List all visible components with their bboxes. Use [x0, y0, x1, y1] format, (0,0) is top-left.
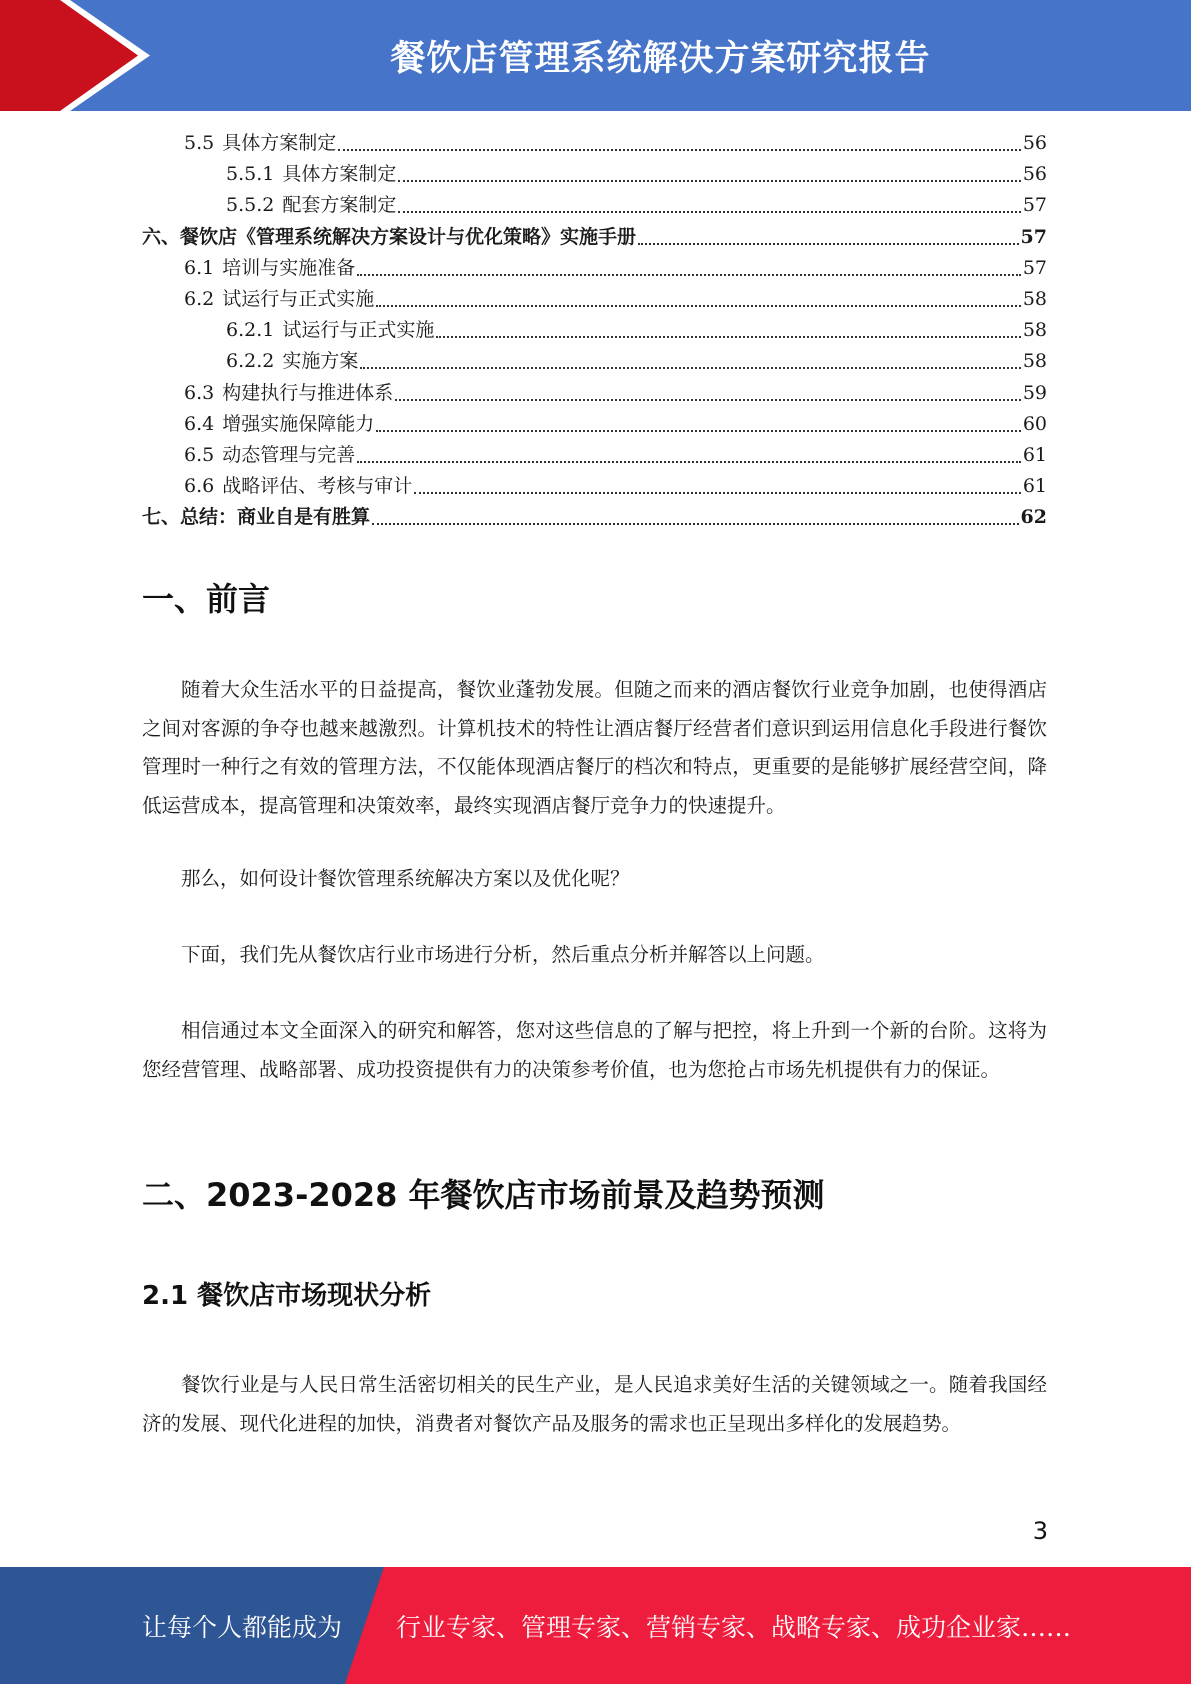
toc-dot-leader [414, 491, 1021, 494]
toc-entry-page: 61 [1022, 443, 1047, 466]
page-number: 3 [1032, 1517, 1048, 1545]
toc-entry-page: 58 [1022, 319, 1047, 342]
toc-entry[interactable] [142, 409, 1047, 440]
footer-slogan-left: 让每个人都能成为 [142, 1612, 343, 1642]
toc-entry-page: 60 [1022, 412, 1047, 435]
toc-entry-page: 61 [1022, 475, 1047, 498]
toc-dot-leader [395, 398, 1021, 401]
table-of-contents [142, 128, 1047, 533]
toc-entry[interactable] [142, 253, 1047, 284]
toc-entry[interactable] [142, 502, 1047, 533]
toc-entry-page: 58 [1022, 350, 1047, 373]
toc-entry-title: 七、总结：商业自是有胜算 [142, 506, 371, 529]
toc-entry-title: 实施方案 [282, 350, 359, 373]
toc-entry-title: 战略评估、考核与审计 [222, 475, 413, 498]
toc-entry-number: 6.3 [184, 381, 215, 404]
toc-entry[interactable] [142, 128, 1047, 159]
toc-dot-leader [360, 366, 1020, 369]
toc-entry[interactable] [142, 159, 1047, 190]
toc-entry[interactable] [142, 471, 1047, 502]
toc-dot-leader [398, 179, 1020, 182]
toc-entry-page: 56 [1022, 163, 1047, 186]
toc-entry[interactable] [142, 440, 1047, 471]
toc-entry[interactable] [142, 378, 1047, 409]
toc-entry-number: 6.2.2 [226, 350, 275, 373]
toc-entry-page: 57 [1022, 256, 1047, 279]
report-title: 餐饮店管理系统解决方案研究报告 [390, 38, 931, 79]
toc-entry-page: 56 [1022, 132, 1047, 154]
toc-entry-number: 5.5 [184, 132, 215, 154]
toc-entry-number: 6.2 [184, 287, 215, 310]
toc-entry-title: 配套方案制定 [282, 194, 397, 217]
toc-dot-leader [398, 210, 1020, 213]
header-arrow-decoration [0, 0, 160, 111]
toc-entry-title: 具体方案制定 [222, 132, 337, 154]
paragraph: 相信通过本文全面深入的研究和解答，您对这些信息的了解与把控，将上升到一个新的台阶。这将为您经营管理、战略部署、成功投资提供有力的决策参考价值，也为您抢占市场先机提供有力的保证。 [142, 1019, 1047, 1081]
toc-entry-title: 试运行与正式实施 [282, 319, 435, 342]
toc-dot-leader [357, 273, 1021, 276]
toc-entry-page: 57 [1020, 225, 1047, 248]
toc-dot-leader [638, 242, 1019, 245]
toc-entry[interactable] [142, 222, 1047, 253]
toc-entry-number: 5.5.2 [226, 194, 275, 217]
toc-entry[interactable] [142, 284, 1047, 315]
toc-entry-title: 六、餐饮店《管理系统解决方案设计与优化策略》实施手册 [142, 225, 637, 248]
toc-entry-number: 6.6 [184, 475, 215, 498]
paragraph: 餐饮行业是与人民日常生活密切相关的民生产业，是人民追求美好生活的关键领域之一。随着我国经济的发展、现代化进程的加快，消费者对餐饮产品及服务的需求也正呈现出多样化的发展趋势。 [142, 1373, 1047, 1435]
footer-slogan-right: 行业专家、管理专家、营销专家、战略专家、成功企业家…… [396, 1612, 1072, 1642]
header-banner [0, 0, 1191, 111]
subsection-heading-market-status: 2.1 餐饮店市场现状分析 [142, 1281, 432, 1311]
section-heading-market-forecast: 二、2023-2028 年餐饮店市场前景及趋势预测 [142, 1176, 825, 1214]
toc-entry-title: 增强实施保障能力 [222, 412, 375, 435]
toc-entry-number: 6.4 [184, 412, 215, 435]
toc-entry[interactable] [142, 315, 1047, 346]
toc-entry-title: 培训与实施准备 [222, 256, 356, 279]
toc-entry-title: 具体方案制定 [282, 163, 397, 186]
toc-entry-title: 构建执行与推进体系 [222, 381, 394, 404]
paragraph: 下面，我们先从餐饮店行业市场进行分析，然后重点分析并解答以上问题。 [181, 943, 825, 966]
toc-entry-page: 62 [1020, 506, 1047, 529]
toc-dot-leader [376, 304, 1021, 307]
toc-entry-page: 58 [1022, 287, 1047, 310]
footer-banner [0, 1567, 1191, 1684]
paragraph: 那么，如何设计餐饮管理系统解决方案以及优化呢？ [181, 867, 630, 890]
toc-dot-leader [338, 148, 1021, 151]
toc-entry-number: 6.2.1 [226, 319, 275, 342]
toc-dot-leader [376, 429, 1021, 432]
toc-dot-leader [436, 335, 1020, 338]
toc-entry-title: 动态管理与完善 [222, 443, 356, 466]
section-heading-preface: 一、前言 [142, 580, 271, 618]
paragraph: 随着大众生活水平的日益提高，餐饮业蓬勃发展。但随之而来的酒店餐饮行业竞争加剧，也使得酒店之间对客源的争夺也越来越激烈。计算机技术的特性让酒店餐厅经营者们意识到运用信息化手段进行餐饮管理时一种行之有效的管理方法，不仅能体现酒店餐厅的档次和特点，更重要的是能够扩展经营空间，降低运营成本，提高管理和决策效率，最终实现酒店餐厅竞争力的快速提升。 [142, 678, 1047, 817]
toc-entry-page: 57 [1022, 194, 1047, 217]
toc-entry-number: 6.1 [184, 256, 215, 279]
toc-dot-leader [372, 522, 1019, 525]
toc-dot-leader [357, 460, 1021, 463]
toc-entry[interactable] [142, 190, 1047, 221]
toc-entry-title: 试运行与正式实施 [222, 287, 375, 310]
toc-entry[interactable] [142, 346, 1047, 377]
toc-entry-number: 5.5.1 [226, 163, 275, 186]
toc-entry-page: 59 [1022, 381, 1047, 404]
toc-entry-number: 6.5 [184, 443, 215, 466]
